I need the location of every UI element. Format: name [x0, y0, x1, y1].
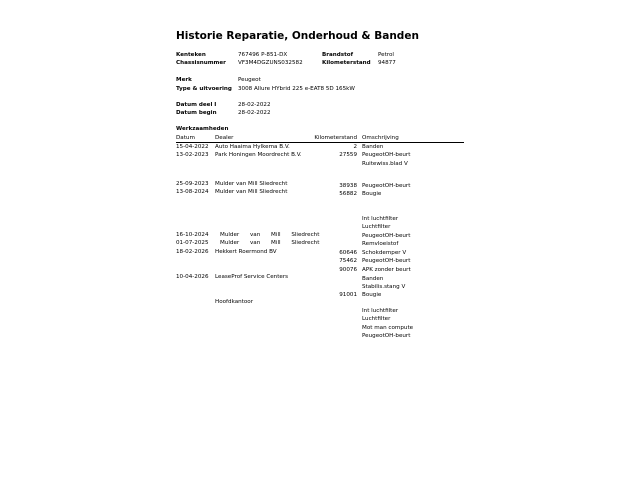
km-value: 94877 [378, 60, 396, 66]
row-description: Int luchtfilter [362, 216, 399, 222]
row-km: 75462 [339, 258, 357, 264]
row-dealer: Mulder van Mill Sliedrecht [220, 240, 320, 246]
row-km: 56882 [339, 191, 357, 197]
row-description: PeugeotOH-beurt [362, 183, 411, 189]
row-description: Banden [362, 276, 384, 282]
page-title: Historie Reparatie, Onderhoud & Banden [176, 30, 419, 42]
col-header-kilometerstand: Kilometerstand [314, 135, 357, 141]
row-km: 27559 [339, 152, 357, 158]
col-header-omschrijving: Omschrijving [362, 135, 399, 141]
row-description: APK zonder beurt [362, 267, 411, 273]
brandstof-label: Brandstof [322, 52, 354, 58]
row-date: 16-10-2024 [176, 232, 209, 238]
row-dealer: Mulder van Mill Sliedrecht [220, 232, 320, 238]
brandstof-value: Petrol [378, 52, 394, 58]
row-dealer: Mulder van Mill Sliedrecht [215, 181, 288, 187]
row-dealer: Hekkert Roermond BV [215, 249, 277, 255]
row-km: 38938 [339, 183, 357, 189]
type-label: Type & uitvoering [176, 86, 232, 92]
row-description: PeugeotOH-beurt [362, 233, 411, 239]
row-description: Schokdemper V [362, 250, 407, 256]
row-description: PeugeotOH-beurt [362, 333, 411, 339]
type-value: 3008 Allure HYbrid 225 e-EAT8 5D 165kW [238, 86, 355, 92]
row-description: PeugeotOH-beurt [362, 258, 411, 264]
kenteken-label: Kenteken [176, 52, 206, 58]
merk-value: Peugeot [238, 77, 261, 83]
row-description: Ruitewiss.blad V [362, 161, 408, 167]
datum-begin-label: Datum begin [176, 110, 217, 116]
row-description: Remvloeistof [362, 241, 399, 247]
row-km: 91001 [339, 292, 357, 298]
datum-deel1-label: Datum deel I [176, 102, 217, 108]
row-description: Luchtfilter [362, 316, 391, 322]
row-description: Bougie [362, 292, 382, 298]
row-date: 10-04-2026 [176, 274, 209, 280]
row-dealer: LeaseProf Service Centers [215, 274, 289, 280]
row-description: Luchtfilter [362, 224, 391, 230]
row-dealer: Mulder van Mill Sliedrecht [215, 189, 288, 195]
row-km: 60646 [339, 250, 357, 256]
row-dealer: Hoofdkantoor [215, 299, 254, 305]
header-divider [176, 142, 464, 143]
row-description: Mot man compute [362, 325, 414, 331]
row-km: 90076 [339, 267, 357, 273]
chassis-value: VF3M4DGZUNS032582 [238, 60, 303, 66]
row-date: 15-04-2022 [176, 144, 209, 150]
col-header-dealer: Dealer [215, 135, 234, 141]
row-date: 25-09-2023 [176, 181, 209, 187]
km-label: Kilometerstand [322, 60, 371, 66]
merk-label: Merk [176, 77, 192, 83]
row-description: Int luchtfilter [362, 308, 399, 314]
row-description: Bougie [362, 191, 382, 197]
row-dealer: Auto Haaima Hylkema B.V. [215, 144, 290, 150]
datum-begin-value: 28-02-2022 [238, 110, 271, 116]
row-description: Stabilis.stang V [362, 284, 406, 290]
row-date: 13-08-2024 [176, 189, 209, 195]
row-description: PeugeotOH-beurt [362, 152, 411, 158]
werkzaamheden-heading: Werkzaamheden [176, 126, 229, 132]
col-header-datum: Datum [176, 135, 195, 141]
row-description: Banden [362, 144, 384, 150]
row-dealer: Park Honingen Moordrecht B.V. [215, 152, 302, 158]
kenteken-value: 767496 P-851-DX [238, 52, 288, 58]
row-date: 13-02-2023 [176, 152, 209, 158]
datum-deel1-value: 28-02-2022 [238, 102, 271, 108]
row-date: 18-02-2026 [176, 249, 209, 255]
row-date: 01-07-2025 [176, 240, 209, 246]
chassis-label: Chassisnummer [176, 60, 226, 66]
row-km: 2 [353, 144, 357, 150]
